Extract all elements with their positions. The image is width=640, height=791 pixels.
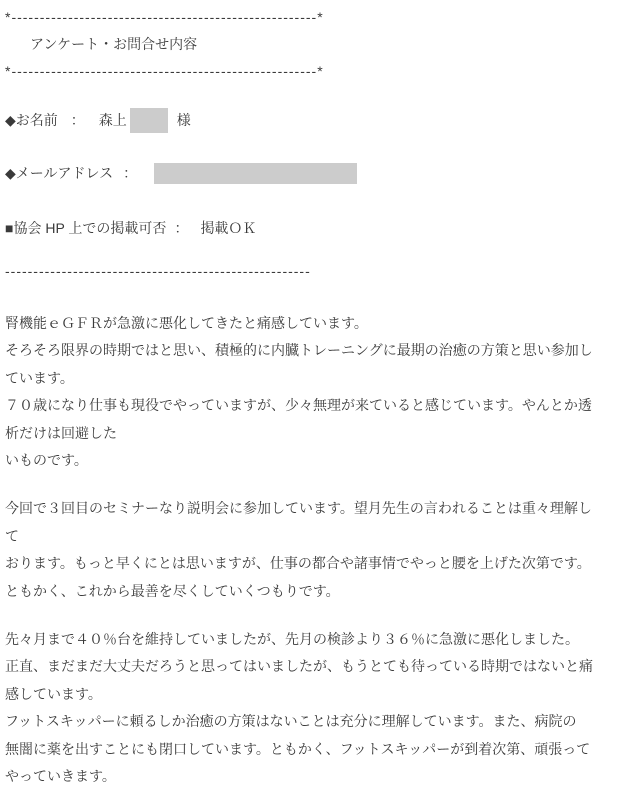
name-redaction-box [130, 108, 168, 133]
email-redaction-box [154, 163, 357, 184]
hp-field-label: ■協会 HP 上での掲載可否 [5, 220, 167, 236]
body-line: フットスキッパーに頼るしか治癒の方策はないことは充分に理解しています。また、病院の [5, 713, 577, 730]
body-line: そろそろ限界の時期ではと思い、積極的に内臓トレーニングに最期の治癒の方策と思い参加し [5, 342, 593, 359]
body-line: やっていきます。 [5, 768, 116, 785]
paragraph [5, 495, 635, 605]
body-line: 腎機能ｅＧＦＲが急激に悪化してきたと痛感しています。 [5, 315, 368, 331]
name-field-value: 森上 [98, 112, 127, 128]
field-name-row [5, 107, 635, 134]
hp-field-value: 掲載ＯＫ [200, 220, 257, 236]
name-field-separator: ： [70, 112, 85, 128]
header-border-bottom: *------------------------------------------------------* [5, 63, 324, 79]
paragraph [5, 626, 635, 790]
section-divider: ------------------------------------------------------ [5, 263, 311, 279]
body-line: ともかく、これから最善を尽くしていくつもりです。 [5, 582, 340, 599]
message-body [5, 310, 635, 791]
body-line: ７０歳になり仕事も現役でやっていますが、少々無理が来ていると感じています。やんとか透 [5, 397, 592, 414]
body-line: ています。 [5, 369, 74, 386]
field-hp-publication-row [5, 215, 635, 242]
body-line: 今回で３回目のセミナーなり説明会に参加しています。望月先生の言われることは重々理解し [5, 500, 592, 517]
page-title: アンケート・お問合せ内容 [30, 36, 198, 52]
email-field-separator: ： [123, 165, 138, 181]
hp-field-separator: ： [174, 220, 189, 236]
email-field-label: ◆メールアドレス [5, 165, 114, 181]
body-line: 無闇に薬を出すことにも閉口しています。ともかく、フットスキッパーが到着次第、頑張って [5, 740, 591, 757]
body-line: 先々月まで４０％台を維持していましたが、先月の検診より３６％に急激に悪化しました。 [5, 631, 579, 648]
paragraph [5, 310, 635, 474]
name-honorific-suffix: 様 [176, 112, 191, 128]
name-field-label: ◆お名前 [5, 112, 58, 128]
body-line: おります。もっと早くにとは思いますが、仕事の都合や諸事情でやっと腰を上げた次第です。 [5, 555, 591, 572]
header-border-top: *------------------------------------------------------* [5, 9, 324, 25]
body-line: いものです。 [5, 452, 88, 469]
body-line: 正直、まだまだ大丈夫だろうと思ってはいましたが、もうとても待っている時期ではないと痛 [5, 658, 593, 675]
field-email-row [5, 160, 635, 187]
body-line: 感しています。 [5, 685, 102, 702]
body-line: 析だけは回避した [5, 424, 117, 441]
body-line: て [5, 527, 19, 544]
